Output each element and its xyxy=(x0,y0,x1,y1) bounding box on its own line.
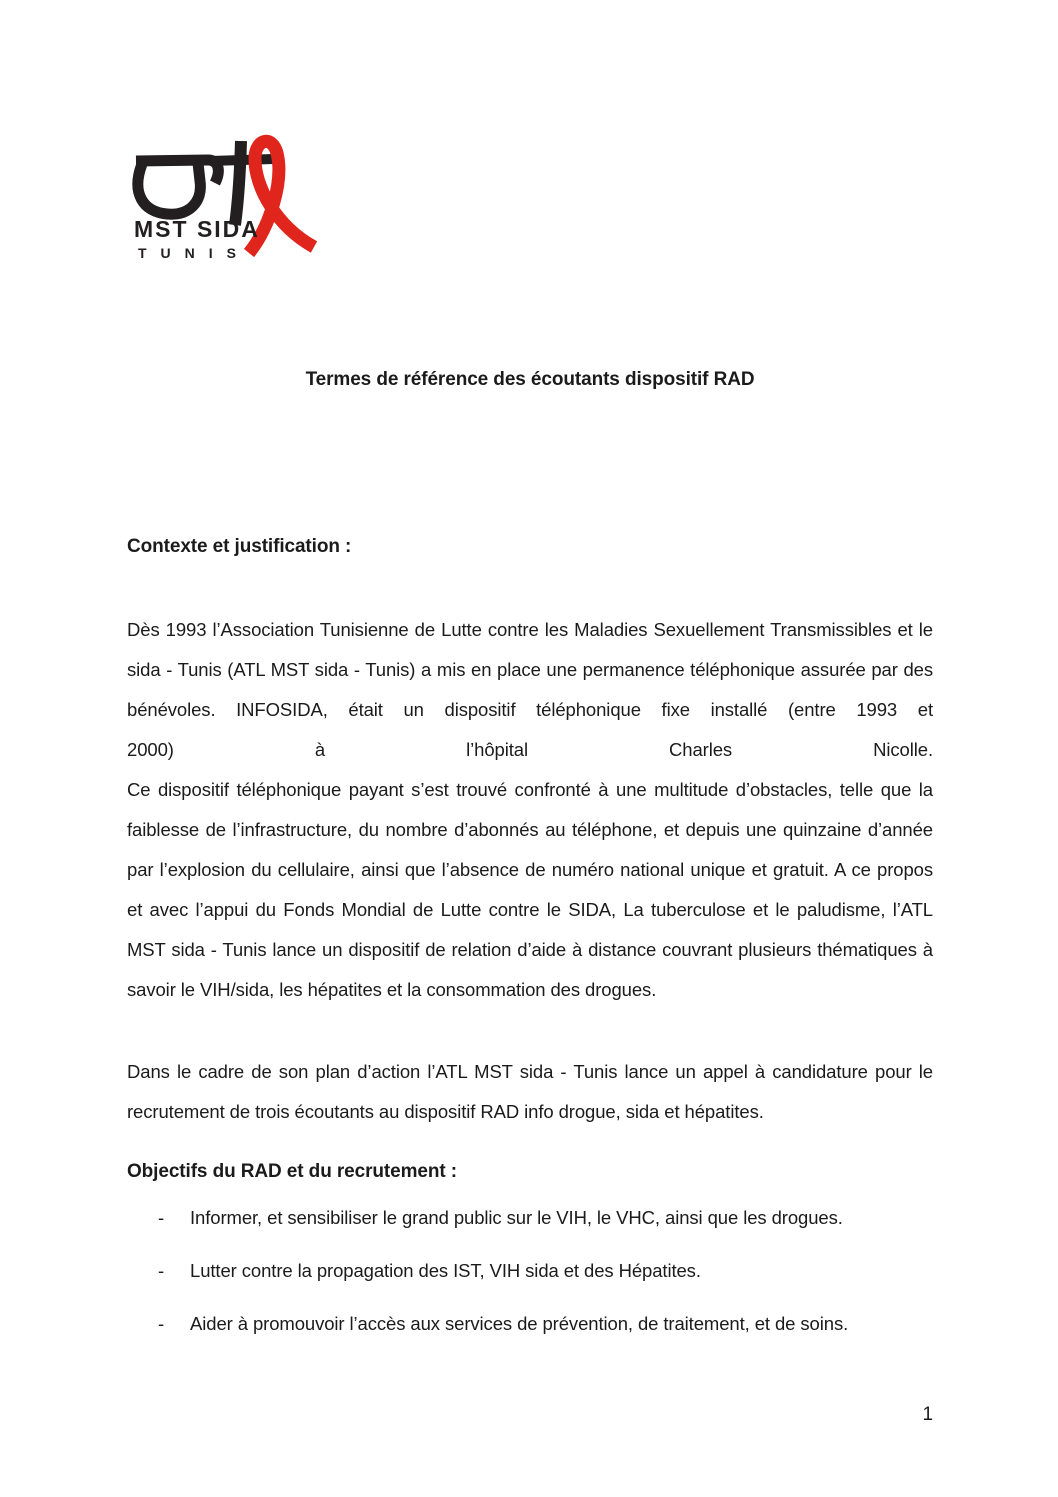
list-item-text: Informer, et sensibiliser le grand public sur le VIH, le VHC, ainsi que les drogues. xyxy=(190,1207,843,1228)
list-item-text: Aider à promouvoir l’accès aux services de prévention, de traitement, et de soins. xyxy=(190,1313,849,1334)
logo-city-text: TUNIS xyxy=(138,245,250,261)
bullet-dash: - xyxy=(158,1313,165,1334)
objectives-heading: Objectifs du RAD et du recrutement : xyxy=(127,1161,457,1182)
document-title: Termes de référence des écoutants dispositif RAD xyxy=(305,369,755,390)
list-item xyxy=(127,1198,933,1238)
page-number: 1 xyxy=(922,1404,933,1425)
context-paragraph-1 xyxy=(127,610,933,1010)
context-paragraph-2: Dans le cadre de son plan d’action l’ATL MST sida - Tunis lance un appel à candidature pour le recrutement de trois écoutants au dispositif RAD info drogue, sida et hépatites. xyxy=(127,1061,933,1122)
objectives-list xyxy=(127,1198,933,1357)
bullet-dash: - xyxy=(158,1260,165,1281)
logo-org-text: MST SIDA xyxy=(134,216,260,242)
list-item xyxy=(127,1304,933,1344)
atl-mst-sida-logo xyxy=(128,131,318,266)
paragraph-text: Dès 1993 l’Association Tunisienne de Lutte contre les Maladies Sexuellement Transmissibles et le sida - Tunis (ATL MST sida - Tunis) a mis en place une permanence téléphonique assurée par des bénévoles. INFOSIDA, était un dispositif téléphonique fixe installé (entre 1993 et xyxy=(127,619,933,720)
list-item xyxy=(127,1251,933,1291)
letter-a-glyph xyxy=(136,160,218,214)
paragraph-text: Ce dispositif téléphonique payant s’est trouvé confronté à une multitude d’obstacles, telle que la faiblesse de l’infrastructure, du nombre d’abonnés au téléphone, et depuis une quinzaine d’année par l’explosion du cellulaire, ainsi que l’absence de numéro national unique et gratuit. A ce propos et avec l’appui du Fonds Mondial de Lutte contre le SIDA, La tuberculose et le paludisme, l’ATL MST sida - Tunis lance un dispositif de relation d’aide à distance couvrant plusieurs thématiques à savoir le VIH/sida, les hépatites et la consommation des drogues. xyxy=(127,779,933,1000)
bullet-dash: - xyxy=(158,1207,165,1228)
list-item-text: Lutter contre la propagation des IST, VIH sida et des Hépatites. xyxy=(190,1260,701,1281)
force-justified-line: 2000) à l’hôpital Charles Nicolle. xyxy=(127,739,933,760)
context-heading: Contexte et justification : xyxy=(127,536,352,557)
